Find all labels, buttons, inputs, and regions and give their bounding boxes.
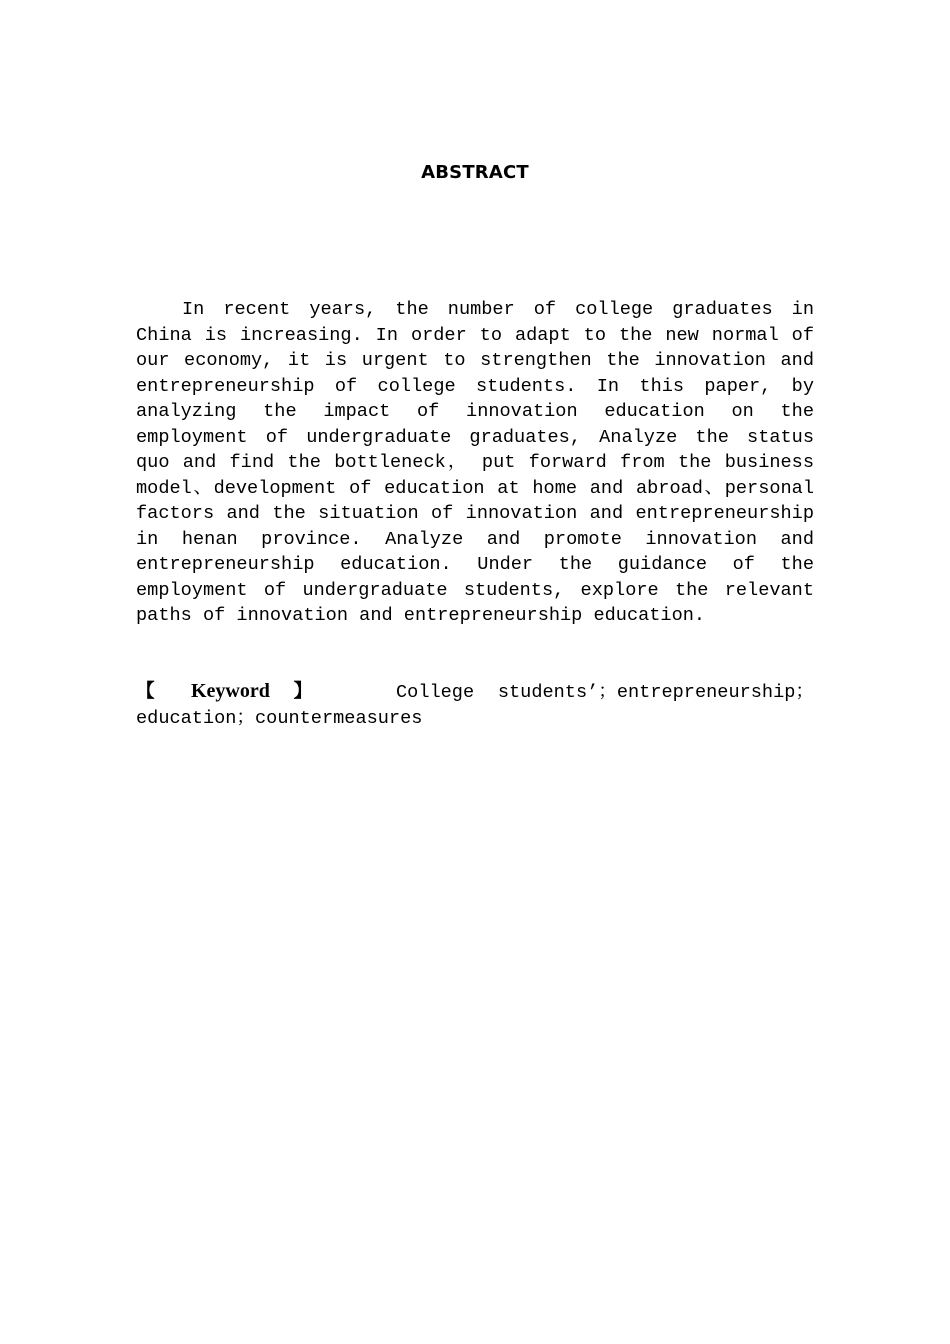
keywords-text: College students’；entrepreneurship；education；countermeasures bbox=[136, 682, 814, 729]
keyword-label: Keyword bbox=[190, 680, 270, 702]
keyword-open-bracket: 【 bbox=[136, 682, 168, 703]
abstract-title: ABSTRACT bbox=[421, 162, 529, 183]
keyword-close-bracket: 】 bbox=[293, 682, 325, 703]
abstract-paragraph: In recent years, the number of college graduates in China is increasing. In order to adapt to the new normal of our economy, it is urgent to strengthen the innovation and entrepreneurship of college students. In this paper, by analyzing the impact of innovation education on the employment of undergraduate graduates, Analyze the status quo and find the bottleneck， put forward from the business model、development of education at home and abroad、personal factors and the situation of innovation and entrepreneurship in henan province. Analyze and promote innovation and entrepreneurship education. Under the guidance of the employment of undergraduate students, explore the relevant paths of innovation and entrepreneurship education. bbox=[136, 299, 814, 626]
keywords-line bbox=[136, 678, 814, 732]
